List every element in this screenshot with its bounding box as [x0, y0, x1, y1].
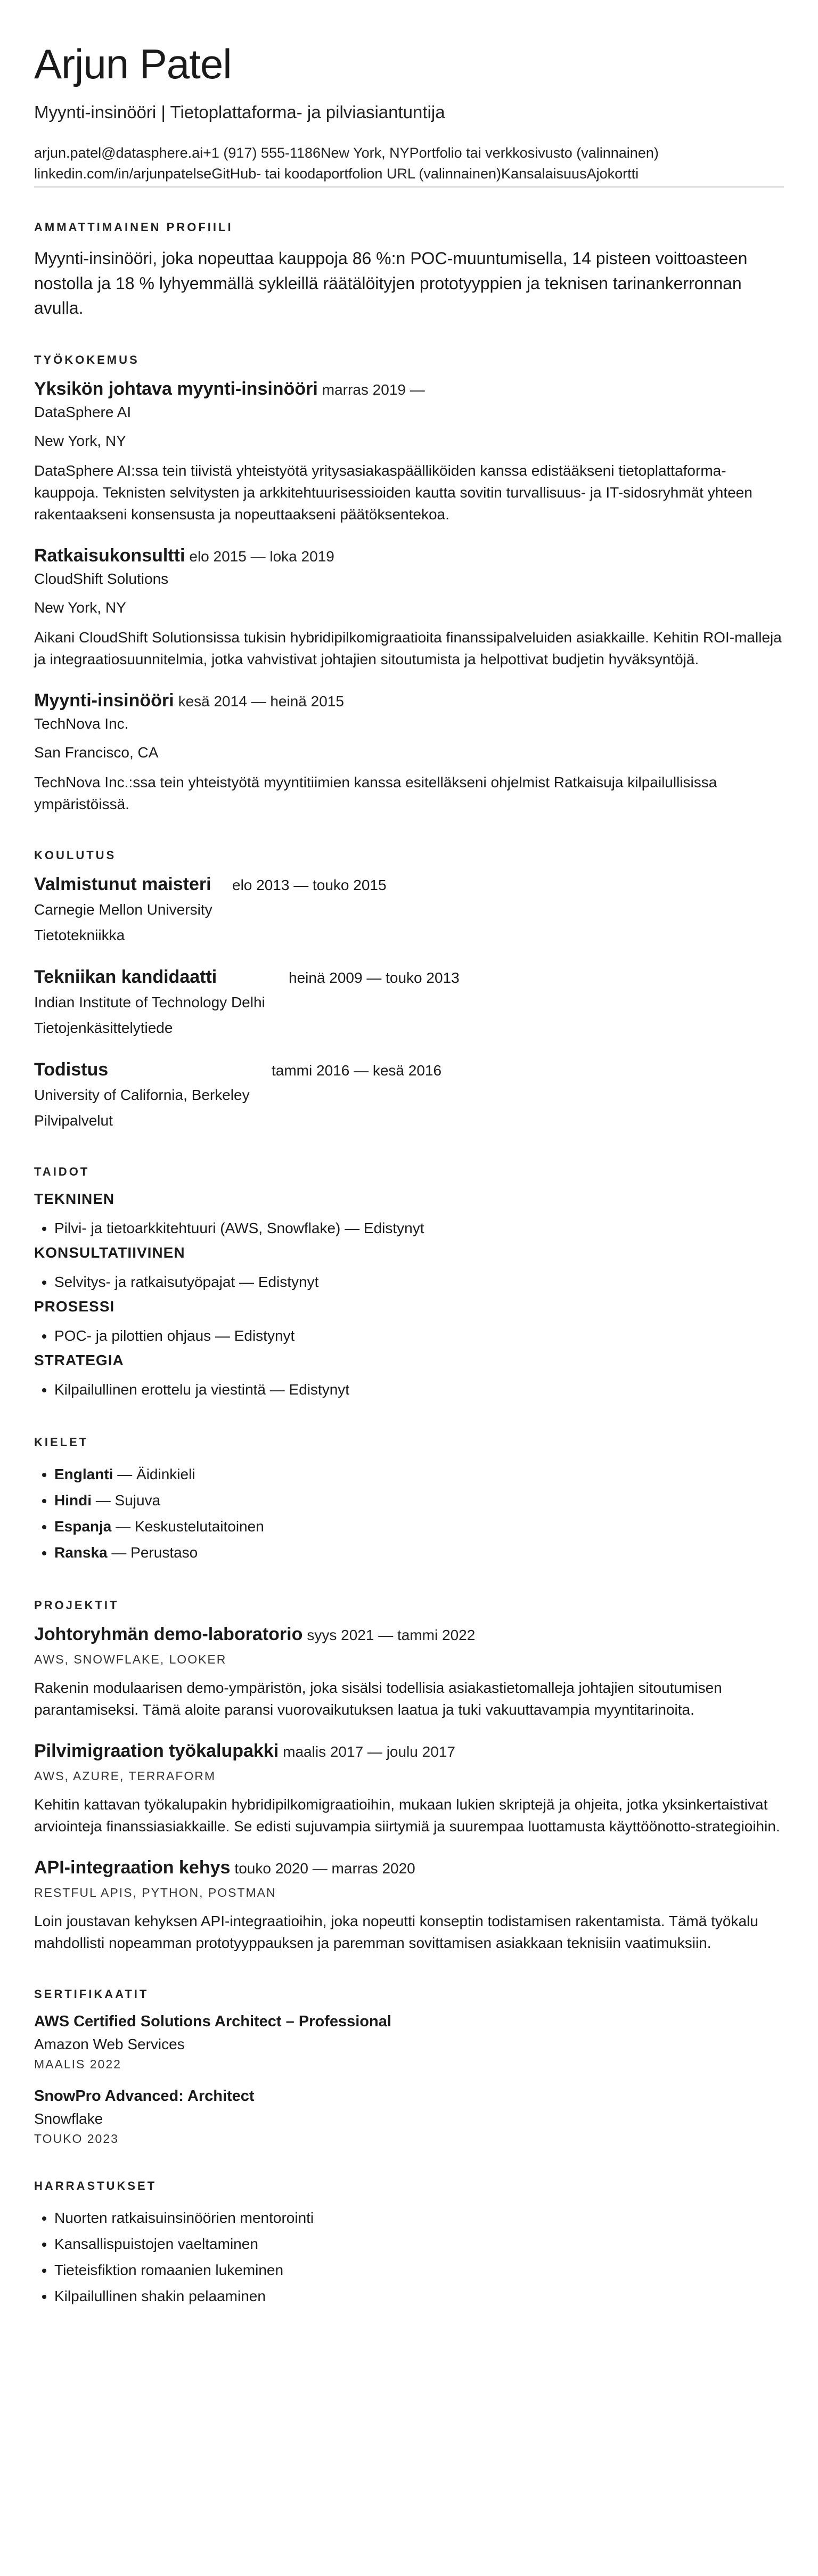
candidate-name: Arjun Patel — [34, 40, 232, 87]
certifications-section — [34, 1987, 784, 2146]
skill-item: • POC- ja pilottien ohjaus — Edistynyt — [54, 1323, 784, 1349]
resume-header — [34, 40, 784, 188]
job-location: New York, NY — [34, 599, 126, 616]
experience-entry — [34, 545, 784, 670]
project-name: API-integraation kehys — [34, 1857, 231, 1878]
company-name: DataSphere AI — [34, 404, 132, 421]
language-level: — Äidinkieli — [113, 1466, 195, 1483]
skill-group — [34, 1352, 784, 1403]
field-of-study: Pilvipalvelut — [34, 1112, 113, 1129]
certification-issuer: Amazon Web Services — [34, 2035, 185, 2052]
job-location: San Francisco, CA — [34, 744, 159, 761]
project-tech: RESTFUL APIS, PYTHON, POSTMAN — [34, 1886, 276, 1900]
skill-group — [34, 1191, 784, 1241]
experience-entry — [34, 379, 784, 525]
list-item — [54, 1539, 784, 1566]
job-title: Ratkaisukonsultti — [34, 545, 185, 566]
project-entry — [34, 1624, 784, 1721]
degree-title: Valmistunut maisteri — [34, 874, 211, 894]
headline: Myynti-insinööri | Tietoplattaforma- ja pilviasiantuntija — [34, 102, 445, 122]
list-item: • Kilpailullinen shakin pelaaminen — [54, 2283, 784, 2309]
job-title: Myynti-insinööri — [34, 690, 174, 711]
skill-group — [34, 1298, 784, 1349]
certification-name: SnowPro Advanced: Architect — [34, 2087, 255, 2105]
section-title-experience: TYÖKOKEMUS — [34, 353, 140, 367]
job-dates: marras 2019 — — [322, 381, 425, 398]
education-entry — [34, 1059, 784, 1132]
skill-item: • Selvitys- ja ratkaisutyöpajat — Edistynyt — [54, 1269, 784, 1295]
profile-summary: Myynti-insinööri, joka nopeuttaa kauppoja 86 %:n POC-muuntumisella, 14 pisteen voittoasteen nostolla ja 18 % lyhyemmällä sykleillä räätälöityjen prototyyppien ja teknisen tarinankerronnan avulla. — [34, 249, 748, 317]
field-of-study: Tietotekniikka — [34, 927, 125, 944]
section-title-education: KOULUTUS — [34, 848, 117, 862]
section-title-hobbies: HARRASTUKSET — [34, 2179, 157, 2192]
list-item: • Nuorten ratkaisuinsinöörien mentorointi — [54, 2205, 784, 2231]
list-item — [54, 1461, 784, 1487]
languages-section — [34, 1436, 784, 1566]
certification-date: TOUKO 2023 — [34, 2131, 119, 2146]
project-description: Kehitin kattavan työkalupakin hybridipilkomigraatioihin, mukaan lukien skriptejä ja ohjeita, jotka yksinkertaistivat arviointeja finanssiasiakkaille. Se edisti sujuvampia siirtymiä ja suurempaa luottamusta käyttöönotto-strategioihin. — [34, 1796, 780, 1835]
section-title-skills: TAIDOT — [34, 1165, 90, 1179]
experience-entry — [34, 690, 784, 815]
list-item: • Kansallispuistojen vaeltaminen — [54, 2231, 784, 2257]
job-description: TechNova Inc.:ssa tein yhteistyötä myyntitiimien kanssa esitelläkseni ohjelmist Ratkaisuja kilpailullisissa ympäristöissä. — [34, 774, 717, 812]
experience-section — [34, 353, 784, 815]
education-dates: tammi 2016 — kesä 2016 — [272, 1062, 442, 1079]
company-name: TechNova Inc. — [34, 715, 129, 732]
project-name: Pilvimigraation työkalupakki — [34, 1741, 279, 1762]
skill-category: PROSESSI — [34, 1298, 115, 1315]
skill-group — [34, 1244, 784, 1295]
certification-name: AWS Certified Solutions Architect – Professional — [34, 2012, 391, 2030]
project-tech: AWS, AZURE, TERRAFORM — [34, 1769, 216, 1783]
degree-title: Tekniikan kandidaatti — [34, 966, 217, 987]
education-dates: heinä 2009 — touko 2013 — [289, 969, 460, 986]
language-level: — Perustaso — [107, 1544, 198, 1561]
job-title: Yksikön johtava myynti-insinööri — [34, 379, 318, 400]
education-dates: elo 2013 — touko 2015 — [232, 876, 387, 893]
language-level: — Keskustelutaitoinen — [111, 1518, 264, 1535]
header-divider — [34, 186, 784, 188]
list-item: • Tieteisfiktion romaanien lukeminen — [54, 2257, 784, 2283]
project-tech: AWS, SNOWFLAKE, LOOKER — [34, 1652, 227, 1667]
skill-category: STRATEGIA — [34, 1352, 124, 1369]
job-description: Aikani CloudShift Solutionsissa tukisin hybridipilkomigraatioita finanssipalveluiden asiakkaille. Kehitin ROI-malleja ja integraatiosuunnitelmia, jotka vahvistivat johtajien sitoutumista ja helpottivat budjetin hyväksyntöjä. — [34, 629, 782, 667]
profile-section — [34, 221, 784, 320]
project-dates: syys 2021 — tammi 2022 — [307, 1627, 476, 1644]
language-name: Ranska — [54, 1544, 108, 1561]
section-title-projects: PROJEKTIT — [34, 1599, 119, 1612]
school-name: Indian Institute of Technology Delhi — [34, 993, 265, 1010]
language-level: — Sujuva — [92, 1492, 161, 1509]
certification-issuer: Snowflake — [34, 2110, 103, 2127]
project-name: Johtoryhmän demo-laboratorio — [34, 1624, 303, 1645]
hobbies-list — [34, 2205, 784, 2309]
section-title-certifications: SERTIFIKAATIT — [34, 1987, 149, 2001]
skill-item: • Kilpailullinen erottelu ja viestintä — Edistynyt — [54, 1376, 784, 1403]
job-dates: elo 2015 — loka 2019 — [189, 548, 334, 565]
certification-date: MAALIS 2022 — [34, 2057, 121, 2071]
certification-entry — [34, 2088, 784, 2146]
certification-entry — [34, 2013, 784, 2072]
contact-line-2: linkedin.com/in/arjunpatelseGitHub- tai koodaportfolion URL (valinnainen)KansalaisuusAjokortti — [34, 166, 639, 182]
education-entry — [34, 967, 784, 1039]
school-name: University of California, Berkeley — [34, 1086, 250, 1103]
field-of-study: Tietojenkäsittelytiede — [34, 1020, 173, 1037]
skill-category: KONSULTATIIVINEN — [34, 1244, 185, 1261]
language-name: Espanja — [54, 1518, 112, 1535]
project-entry — [34, 1741, 784, 1837]
company-name: CloudShift Solutions — [34, 570, 169, 588]
education-section — [34, 849, 784, 1132]
projects-section — [34, 1599, 784, 1954]
section-title-languages: KIELET — [34, 1436, 89, 1449]
languages-list — [34, 1461, 784, 1566]
list-item — [54, 1513, 784, 1539]
degree-title: Todistus — [34, 1059, 109, 1080]
section-title-profile: AMMATTIMAINEN PROFIILI — [34, 221, 233, 234]
project-description: Rakenin modulaarisen demo-ympäristön, joka sisälsi todellisia asiakastietomalleja johtajien sitoutumisen parantamiseksi. Tämä aloite paransi vuorovaikutuksen laatua ja tuki vakuuttavampia myyntitarinoita. — [34, 1680, 722, 1718]
hobbies-section — [34, 2179, 784, 2309]
contact-line-1: arjun.patel@datasphere.ai+1 (917) 555-1186New York, NYPortfolio tai verkkosivusto (valinnainen) — [34, 144, 659, 161]
skill-category: TEKNINEN — [34, 1191, 115, 1208]
education-entry — [34, 874, 784, 947]
list-item — [54, 1487, 784, 1513]
project-dates: maalis 2017 — joulu 2017 — [283, 1743, 455, 1760]
skills-section — [34, 1165, 784, 1403]
project-entry — [34, 1857, 784, 1954]
job-location: New York, NY — [34, 433, 126, 450]
skill-item: • Pilvi- ja tietoarkkitehtuuri (AWS, Snowflake) — Edistynyt — [54, 1215, 784, 1241]
project-dates: touko 2020 — marras 2020 — [234, 1860, 415, 1877]
job-description: DataSphere AI:ssa tein tiivistä yhteistyötä yritysasiakaspäälliköiden kanssa edistääkseni tietoplattaforma-kauppoja. Teknisten selvitysten ja arkkitehtuurisessioiden kautta sovitin turvallisuus- ja IT-sidosryhmät yhteen rakentaakseni konsensusta ja nopeuttaakseni päätöksentekoa. — [34, 462, 752, 523]
language-name: Englanti — [54, 1466, 113, 1483]
language-name: Hindi — [54, 1492, 92, 1509]
job-dates: kesä 2014 — heinä 2015 — [178, 693, 344, 710]
school-name: Carnegie Mellon University — [34, 901, 212, 918]
project-description: Loin joustavan kehyksen API-integraatioihin, joka nopeutti konseptin todistamisen rakentamista. Tämä työkalu mahdollisti nopeamman prototyyppauksen ja paremman sovittamisen asiakkaan teknisiin vaatimuksiin. — [34, 1913, 758, 1952]
